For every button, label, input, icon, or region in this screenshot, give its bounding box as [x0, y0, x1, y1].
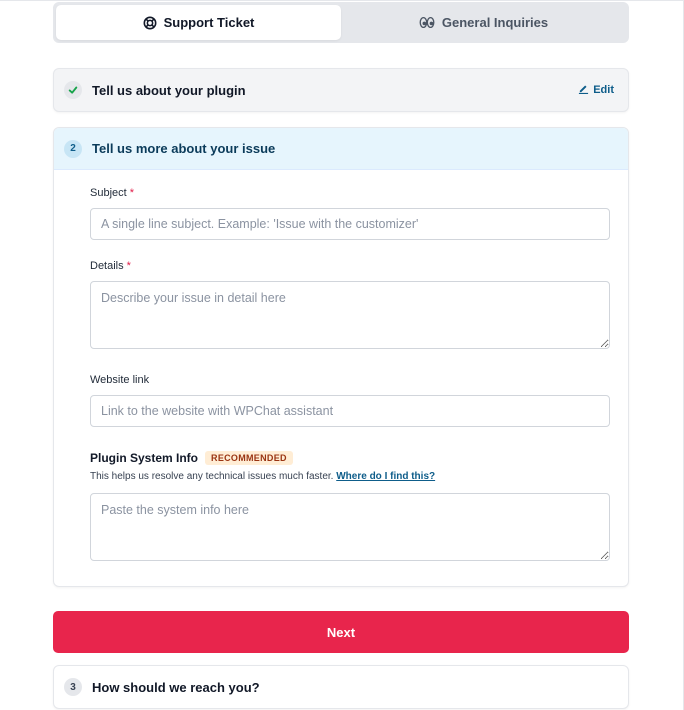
details-label: Details * [90, 260, 131, 272]
system-info-help [90, 471, 609, 482]
next-button[interactable]: Next [53, 611, 629, 653]
step-3-card[interactable] [53, 665, 629, 709]
step-1-header [54, 69, 628, 111]
edit-label: Edit [593, 84, 614, 96]
step-1-card [53, 68, 629, 112]
step-3-title: How should we reach you? [92, 679, 260, 695]
subject-field-group [90, 187, 609, 240]
step-2-title: Tell us more about your issue [92, 141, 276, 156]
support-form-container [53, 2, 629, 709]
details-textarea[interactable] [90, 281, 610, 349]
step-number-badge: 2 [64, 140, 82, 158]
system-info-label: Plugin System Info [90, 451, 199, 465]
step-3-header [54, 666, 628, 708]
lifebuoy-icon [143, 16, 157, 30]
website-field-group [90, 374, 609, 427]
check-icon [64, 81, 82, 99]
edit-step-1-button[interactable] [578, 83, 614, 97]
website-input[interactable] [90, 395, 610, 427]
system-info-textarea[interactable] [90, 493, 610, 561]
details-field-group [90, 260, 609, 354]
system-info-heading [90, 451, 609, 465]
tab-support-ticket[interactable] [56, 5, 341, 40]
eyes-icon [419, 16, 435, 29]
pencil-icon [578, 83, 589, 97]
system-info-field-group [90, 451, 609, 566]
tab-general-inquiries[interactable] [341, 5, 626, 40]
tab-label: Support Ticket [163, 15, 255, 30]
required-mark: * [129, 187, 134, 199]
step-2-header [54, 128, 628, 170]
help-text: This helps us resolve any technical issues much faster. [90, 471, 334, 482]
recommended-badge: RECOMMENDED [205, 451, 293, 465]
where-to-find-link[interactable]: Where do I find this? [336, 471, 436, 482]
step-1-title: Tell us about your plugin [92, 82, 246, 98]
step-number-badge: 3 [64, 678, 82, 696]
subject-label: Subject * [90, 187, 134, 199]
issue-form [54, 170, 628, 586]
subject-input[interactable] [90, 208, 610, 240]
required-mark: * [126, 260, 131, 272]
step-2-card [53, 127, 629, 587]
tab-label: General Inquiries [441, 15, 549, 30]
tab-bar [53, 2, 629, 43]
website-label: Website link [90, 374, 150, 386]
